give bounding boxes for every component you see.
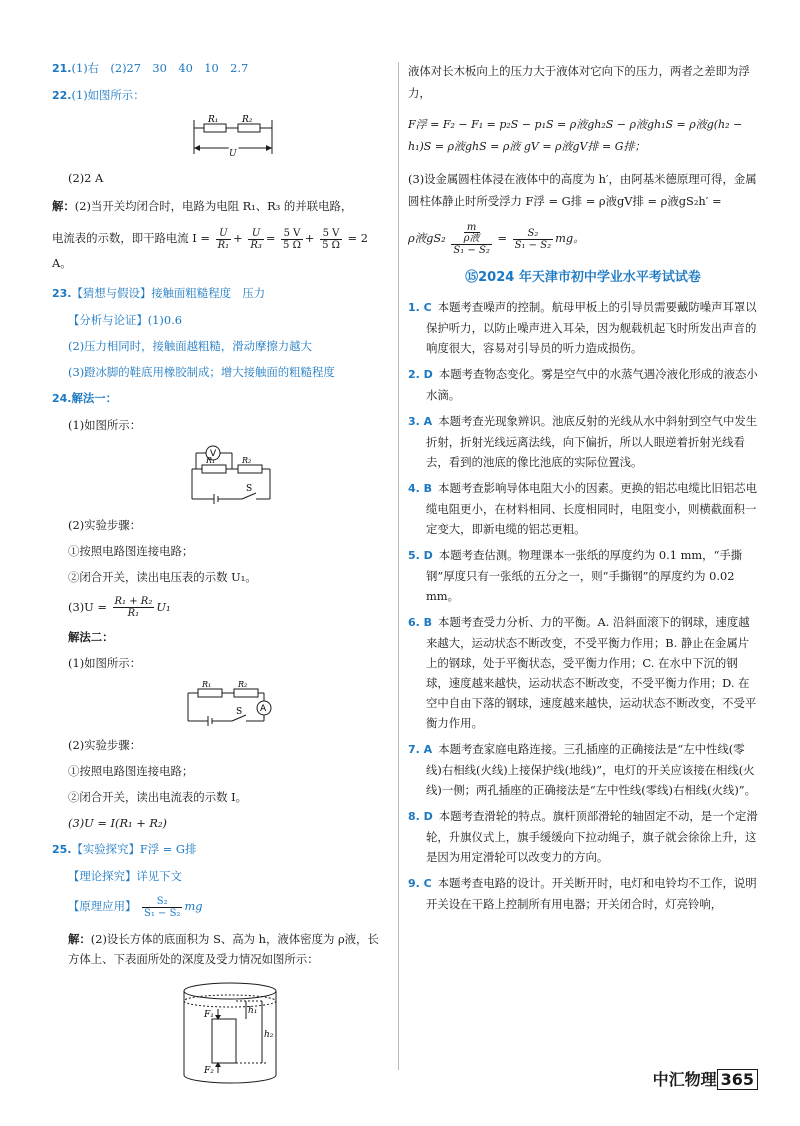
answer-item xyxy=(408,478,758,539)
q24-circuit-diagram-2 xyxy=(52,681,352,727)
answer-item xyxy=(408,873,758,914)
r1-label: R₁ xyxy=(208,115,219,125)
svg-text:R₁: R₁ xyxy=(202,681,212,689)
answer-list xyxy=(408,297,758,914)
answer-number: 6. B xyxy=(408,616,433,629)
q22-circuit-diagram xyxy=(82,114,382,160)
q25-cylinder-diagram xyxy=(52,979,352,1089)
q24-t2: ②闭合开关，读出电流表的示数 I。 xyxy=(68,790,247,804)
page-number: 365 xyxy=(717,1069,758,1090)
answer-item xyxy=(408,411,758,472)
r2-label: R₂ xyxy=(242,115,253,125)
q22-solution: 解：(2)当开关均闭合时，电路为电阻 R₁、R₃ 的并联电路， xyxy=(52,199,353,213)
q24-head2: 解法二： xyxy=(68,630,114,644)
q24-steps: (2)实验步骤： xyxy=(68,517,142,532)
answer-item xyxy=(408,612,758,733)
answer-number: 5. D xyxy=(408,549,433,562)
q24-t1: ①按照电路图连接电路； xyxy=(68,764,194,778)
ammeter-icon: A xyxy=(260,704,267,714)
q23-l4: (3)蹬冰脚的鞋底用橡胶制成；增大接触面的粗糙程度 xyxy=(68,364,335,379)
q24-formula: (3)U = $\frac{\text{R₁ + R₂}}{\text{R₁}}$ U₁ xyxy=(68,596,171,619)
column-divider xyxy=(398,62,399,1070)
footer-label: 中汇物理 xyxy=(652,1070,717,1089)
q25-l3: 【原理应用】 $\frac{\text{S₂}}{\text{S₁ − S₂}}$ mg xyxy=(68,895,203,919)
answer-text: 本题考查估测。物理课本一张纸的厚度约为 0.1 mm，“手撕钢”厚度只有一张纸的五分之一，则“手撕钢”的厚度约为 0.02 mm。 xyxy=(426,548,743,603)
answer-item xyxy=(408,297,758,358)
h2-label: h₂ xyxy=(264,1029,274,1040)
answer-text: 本题考查噪声的控制。航母甲板上的引导员需要戴防噪声耳罩以保护听力，以防止噪声进入耳朵，因为舰载机起飞时所发出声音的响度很大，容易对引导员的听力造成损伤。 xyxy=(426,300,757,355)
answer-number: 3. A xyxy=(408,415,433,428)
answer-text: 本题考查影响导体电阻大小的因素。更换的铝芯电缆比旧铝芯电缆电阻更小，在材料相同、长度相同时，电阻变小，则横截面积一定变大，即新电缆的铝芯更粗。 xyxy=(426,481,757,536)
answer-number: 4. B xyxy=(408,482,433,495)
answer-text: 本题考查家庭电路连接。三孔插座的正确接法是“左中性线(零线)右相线(火线)上接保护线(地线)”，电灯的开关应该接在相线(火线)一侧；两孔插座的正确接法是“左中性线(零线)右相线(火线)”。 xyxy=(426,742,757,797)
answer-number: 8. D xyxy=(408,810,433,823)
h1-label: h₁ xyxy=(248,1005,258,1016)
u-label: U xyxy=(229,149,237,159)
answer-text: 本题考查光现象辨识。池底反射的光线从水中斜射到空气中发生折射，折射光线远离法线，向下偏折，所以人眼逆着折射光线看去，看到的池底的像比池底的实际位置浅。 xyxy=(426,414,758,469)
answer-item xyxy=(408,806,758,867)
right-column xyxy=(408,60,758,920)
voltmeter-icon: V xyxy=(210,448,217,459)
answer-text: 本题考查电路的设计。开关断开时，电灯和电铃均不工作，说明开关设在干路上控制所有用电器；开关闭合时，灯亮铃响， xyxy=(426,876,757,911)
q24-f2: (3)U = I(R₁ + R₂) xyxy=(68,816,167,830)
q22-formula: 电流表的示数，即干路电流 I = $\frac{U}{\text{R₁}}$ + $\frac{U}{\text{R₃}}$ = $\frac{5 V}{5 \Omega}$ + $\frac{5 V}{5 \Omega}$ = 2 A。 xyxy=(52,227,368,270)
answer-item xyxy=(408,739,758,800)
f2-label: F₂ xyxy=(204,1065,214,1076)
answer-item xyxy=(408,545,758,606)
left-column xyxy=(52,60,390,1099)
answer-number: 9. C xyxy=(408,877,432,890)
q25-continued-2: F浮 = F₂ − F₁ = p₂S − p₁S = ρ液gh₂S − ρ液gh₁S = ρ液g(h₂ − h₁)S = ρ液ghS = ρ液 gV = ρ液gV排 = G排； xyxy=(408,118,743,153)
q25-continued-1: 液体对长木板向上的压力大于液体对它向下的压力，两者之差即为浮力， xyxy=(408,64,750,100)
answer-item xyxy=(408,364,758,405)
exam-section-title: ⑮2024 年天津市初中学业水平考试试卷 xyxy=(465,270,701,285)
page-footer xyxy=(653,1067,758,1090)
q24-s1: ①按照电路图连接电路； xyxy=(68,543,194,558)
q23-l1: 23.【猜想与假设】接触面粗糙程度 压力 xyxy=(52,285,266,300)
svg-text:R₁: R₁ xyxy=(206,455,216,465)
svg-text:R₂: R₂ xyxy=(242,455,252,465)
q25-l1: 25.【实验探究】F浮 = G排 xyxy=(52,842,197,856)
f1-label: F₁ xyxy=(204,1009,214,1020)
answer-text: 本题考查受力分析、力的平衡。A. 沿斜面滚下的钢球，速度越来越大，运动状态不断改变，不受平衡力作用；B. 静止在金属片上的钢球，处于平衡状态，受平衡力作用；C. 在水中下沉的钢球，速度越来越快，运动状态不断改变，不受平衡力作用；D. 在空中自由下落的钢球，速度越来越快，运动状态不断改变，不受平衡力作用。 xyxy=(426,615,757,730)
answer-number: 7. A xyxy=(408,743,433,756)
q25-solution: 解：(2)设长方体的底面积为 S、高为 h，液体密度为 ρ液，长方体上、下表面所处的深度及受力情况如图所示： xyxy=(68,931,379,966)
q25-continued-4: ρ液gS₂ m ρ液 S₁ − S₂ = $\frac{\text{S₂}}{\text{S₁ − S₂}}$ mg。 xyxy=(408,222,585,256)
switch-label: S xyxy=(246,483,253,494)
answer-text: 本题考查物态变化。雾是空气中的水蒸气遇冷液化形成的液态小水滴。 xyxy=(426,367,758,402)
q24-s2: ②闭合开关，读出电压表的示数 U₁。 xyxy=(68,569,257,584)
q22: 22.(1)如图所示： xyxy=(52,88,145,102)
answer-text: 本题考查滑轮的特点。旗杆顶部滑轮的轴固定不动，是一个定滑轮，升旗仪式上，旗手缓缓向下拉动绳子，旗子就会徐徐上升，这是因为用定滑轮可以改变力的方向。 xyxy=(426,809,758,864)
q23-l3: (2)压力相同时，接触面越粗糙，滑动摩擦力越大 xyxy=(68,338,312,353)
q24-head: 24.解法一： xyxy=(52,390,118,405)
svg-text:R₂: R₂ xyxy=(238,681,248,689)
q24-steps2: (2)实验步骤： xyxy=(68,738,142,752)
answer-number: 2. D xyxy=(408,368,433,381)
svg-text:S: S xyxy=(236,707,243,717)
q22-part2: (2)2 A xyxy=(68,171,104,185)
q24-p1: (1)如图所示： xyxy=(68,417,142,432)
q24-circuit-diagram-1 xyxy=(52,443,352,507)
q25-l2: 【理论探究】详见下文 xyxy=(68,869,182,883)
q23-l2: 【分析与论证】(1)0.6 xyxy=(68,312,182,327)
q25-continued-3: (3)设金属圆柱体浸在液体中的高度为 h′，由阿基米德原理可得，金属圆柱体静止时所受浮力 F浮 = G排 = ρ液gV排 = ρ液gS₂h′ = xyxy=(408,172,757,208)
q21: 21.(1)右 (2)27 30 40 10 2.7 xyxy=(52,61,249,75)
answer-number: 1. C xyxy=(408,301,432,314)
q24-p2: (1)如图所示： xyxy=(68,656,142,670)
